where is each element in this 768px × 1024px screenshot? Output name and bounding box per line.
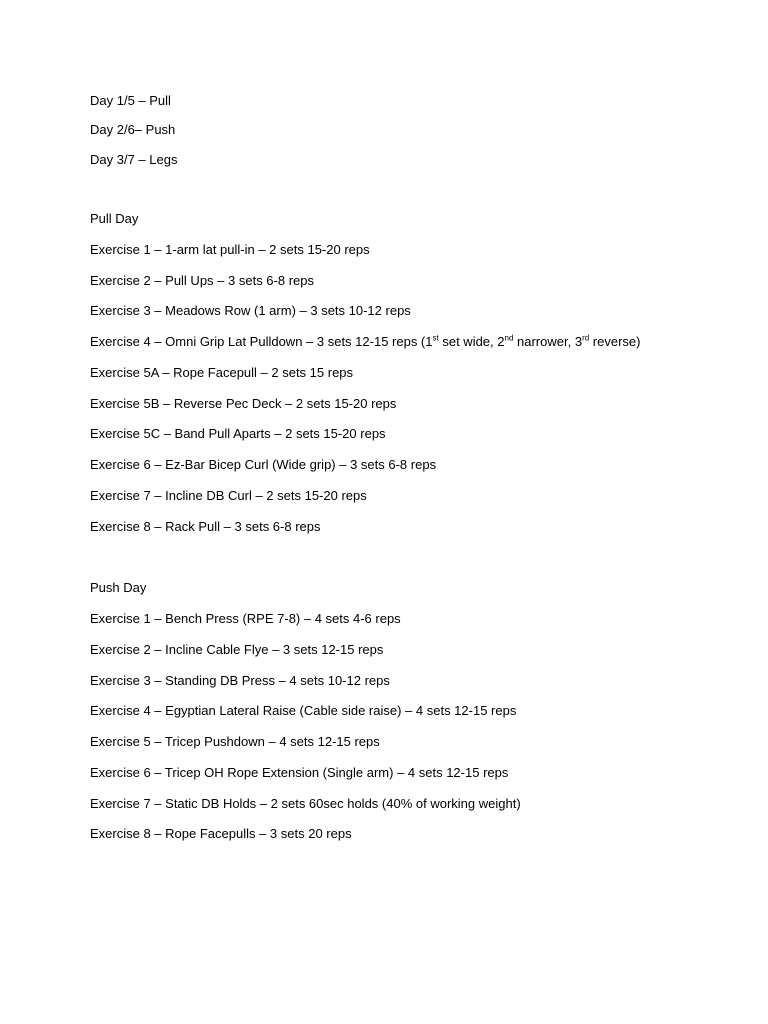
pull-exercise-4 [90,334,640,350]
push-exercise-7: Exercise 7 – Static DB Holds – 2 sets 60sec holds (40% of working weight) [90,796,521,811]
superscript-rd: rd [582,333,590,343]
pull-exercise-3: Exercise 3 – Meadows Row (1 arm) – 3 sets 10-12 reps [90,303,411,318]
push-exercise-5: Exercise 5 – Tricep Pushdown – 4 sets 12-15 reps [90,734,380,749]
pull-exercise-5c: Exercise 5C – Band Pull Aparts – 2 sets 15-20 reps [90,426,386,441]
pull-exercise-8: Exercise 8 – Rack Pull – 3 sets 6-8 reps [90,519,321,534]
superscript-nd: nd [504,333,514,343]
push-exercise-4: Exercise 4 – Egyptian Lateral Raise (Cable side raise) – 4 sets 12-15 reps [90,703,517,718]
schedule-day-1: Day 1/5 – Pull [90,93,171,108]
pull-exercise-6: Exercise 6 – Ez-Bar Bicep Curl (Wide grip) – 3 sets 6-8 reps [90,457,437,472]
push-exercise-1: Exercise 1 – Bench Press (RPE 7-8) – 4 sets 4-6 reps [90,611,401,626]
pull-exercise-5a: Exercise 5A – Rope Facepull – 2 sets 15 reps [90,365,354,380]
pull-exercise-4-end: reverse) [589,334,641,349]
push-day-heading: Push Day [90,580,147,595]
pull-exercise-4-mid1: set wide, 2 [438,334,505,349]
push-exercise-8: Exercise 8 – Rope Facepulls – 3 sets 20 reps [90,826,352,841]
pull-exercise-4-mid2: narrower, 3 [513,334,583,349]
schedule-day-3: Day 3/7 – Legs [90,152,178,167]
pull-exercise-4-text: Exercise 4 – Omni Grip Lat Pulldown – 3 sets 12-15 reps (1 [90,334,433,349]
pull-exercise-5b: Exercise 5B – Reverse Pec Deck – 2 sets 15-20 reps [90,396,397,411]
pull-exercise-2: Exercise 2 – Pull Ups – 3 sets 6-8 reps [90,273,314,288]
superscript-st: st [432,333,439,343]
push-exercise-6: Exercise 6 – Tricep OH Rope Extension (Single arm) – 4 sets 12-15 reps [90,765,509,780]
schedule-day-2: Day 2/6– Push [90,122,176,137]
push-exercise-2: Exercise 2 – Incline Cable Flye – 3 sets 12-15 reps [90,642,384,657]
pull-exercise-7: Exercise 7 – Incline DB Curl – 2 sets 15-20 reps [90,488,367,503]
push-exercise-3: Exercise 3 – Standing DB Press – 4 sets 10-12 reps [90,673,390,688]
pull-day-heading: Pull Day [90,211,139,226]
pull-exercise-1: Exercise 1 – 1-arm lat pull-in – 2 sets 15-20 reps [90,242,370,257]
